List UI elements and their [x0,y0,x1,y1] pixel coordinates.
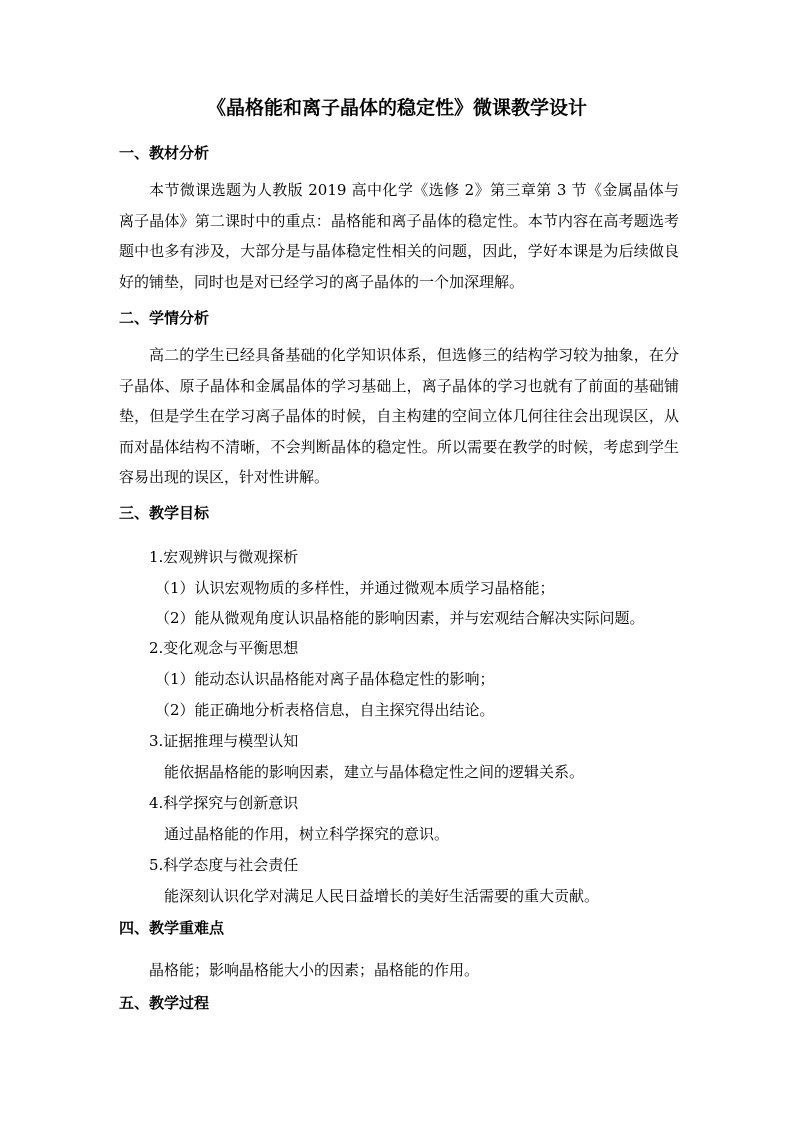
section-heading-textbook-analysis: 一、教材分析 [119,144,210,162]
section-heading-student-analysis: 二、学情分析 [119,309,210,327]
goal-item: 能深刻认识化学对满足人民日益增长的美好生活需要的重大贡献。 [164,887,600,905]
goal-item: 2.变化观念与平衡思想 [149,639,299,657]
section-heading-key-points: 四、教学重难点 [119,919,225,937]
goal-item: （1）能动态认识晶格能对离子晶体稳定性的影响； [155,670,495,688]
section-heading-teaching-goals: 三、教学目标 [119,504,210,522]
section-paragraph-key-points: 晶格能；影响晶格能大小的因素；晶格能的作用。 [149,961,480,979]
goal-item: 通过晶格能的作用，树立科学探究的意识。 [164,825,450,843]
goal-item: 3.证据推理与模型认知 [149,732,299,750]
goal-item: （1）认识宏观物质的多样性，并通过微观本质学习晶格能； [155,579,555,597]
section-paragraph-textbook-analysis: 本节微课选题为人教版 2019 高中化学《选修 2》第三章第 3 节《金属晶体与离子晶体》第二课时中的重点：晶格能和离子晶体的稳定性。本节内容在高考题选考题中也多有涉及，大部分是与晶体稳定性相关的问题，因此，学好本课是为后续做良好的铺垫，同时也是对已经学习的离子晶体的一个加深理解。 [119,181,679,291]
document-title: 《晶格能和离子晶体的稳定性》微课教学设计 [206,97,587,119]
section-heading-teaching-process: 五、教学过程 [119,994,210,1012]
goal-item: 1.宏观辨识与微观探析 [149,548,299,566]
goal-item: 4.科学探究与创新意识 [149,794,299,812]
goal-item: 5.科学态度与社会责任 [149,856,299,874]
section-paragraph-student-analysis: 高二的学生已经具备基础的化学知识体系，但选修三的结构学习较为抽象，在分子晶体、原子晶体和金属晶体的学习基础上，离子晶体的学习也就有了前面的基础铺垫，但是学生在学习离子晶体的时候，自主构建的空间立体几何往往会出现误区，从而对晶体结构不清晰，不会判断晶体的稳定性。所以需要在教学的时候，考虑到学生容易出现的误区，针对性讲解。 [119,346,679,486]
goal-item: （2）能从微观角度认识晶格能的影响因素，并与宏观结合解决实际问题。 [155,609,645,627]
goal-item: （2）能正确地分析表格信息，自主探究得出结论。 [155,701,495,719]
goal-item: 能依据晶格能的影响因素，建立与晶体稳定性之间的逻辑关系。 [164,763,585,781]
